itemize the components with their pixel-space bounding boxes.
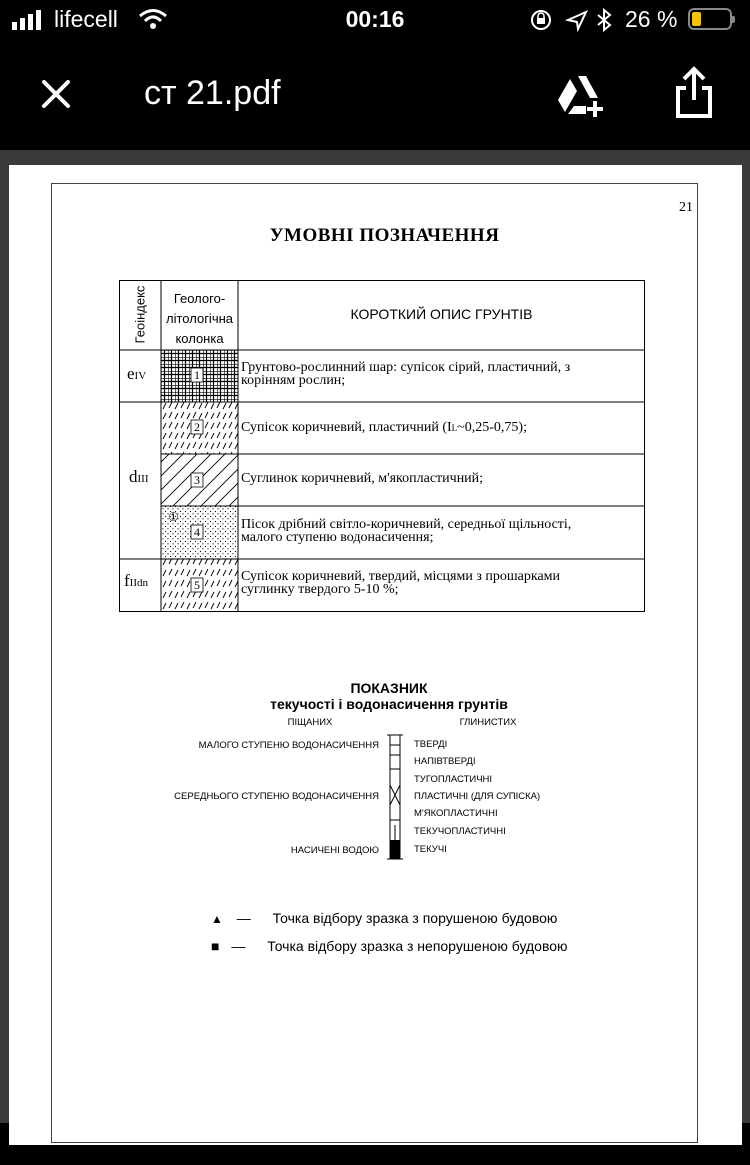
geoindex-sub: III (137, 473, 149, 485)
geoindex-main: e (127, 364, 135, 383)
document-title: ст 21.pdf (144, 74, 281, 112)
header-description: КОРОТКИЙ ОПИС ГРУНТІВ (350, 306, 533, 322)
share-icon (672, 66, 716, 120)
right-label-fluid-plastic: ТЕКУЧОПЛАСТИЧНІ (414, 826, 506, 837)
description-line: корінням рослин; (241, 373, 346, 388)
legend-text: Точка відбору зразка з порушеною будовою (272, 910, 558, 926)
page-heading: УМОВНІ ПОЗНАЧЕННЯ (269, 225, 500, 246)
description-line: Грунтово-рослинний шар: супісок сірий, пластичний, з (241, 360, 571, 375)
rotation-lock-icon (532, 11, 550, 29)
header-geoindex: Геоіндекс (132, 285, 148, 344)
add-to-drive-icon (556, 70, 606, 120)
right-label-solid: ТВЕРДІ (414, 739, 448, 750)
legend-text: Точка відбору зразка з непорушеною будовою (267, 938, 568, 954)
left-label-medium-saturation: СЕРЕДНЬОГО СТУПЕНЮ ВОДОНАСИЧЕННЯ (174, 791, 379, 802)
close-button[interactable] (36, 74, 76, 114)
description-subscript: L (451, 423, 458, 433)
page-number: 21 (679, 200, 693, 215)
left-label-saturated: НАСИЧЕНІ ВОДОЮ (290, 845, 379, 856)
close-icon (36, 74, 76, 114)
add-to-drive-button[interactable] (556, 70, 606, 120)
header-lithology-line-1: Геолого- (173, 291, 226, 306)
indicator-title-line-1: ПОКАЗНИК (350, 680, 428, 696)
battery-fill (692, 12, 701, 26)
indicator-scale-bar (9, 165, 750, 1165)
indicator-left-header: ПІЩАНИХ (287, 717, 333, 728)
bluetooth-icon (598, 10, 610, 30)
sample-marker: ① (168, 510, 179, 524)
right-label-stiff-plastic: ТУГОПЛАСТИЧНІ (414, 774, 493, 785)
description-line: Супісок коричневий, пластичний (I (241, 420, 452, 435)
header-lithology-line-2: літологічна (166, 311, 233, 326)
layer-number-4: 4 (194, 525, 200, 539)
battery-icon (688, 8, 732, 30)
description-line: Пісок дрібний світло-коричневий, середньої щільності, (241, 517, 572, 532)
indicator-title-line-2: текучості і водонасичення грунтів (270, 696, 508, 712)
legend-dash: — (236, 910, 251, 926)
layer-number-2: 2 (194, 420, 200, 434)
legend-dash: — (231, 938, 246, 954)
sample-legend-row (211, 938, 568, 954)
right-label-semi-solid: НАПІВТВЕРДІ (414, 756, 476, 767)
right-label-soft-plastic: М'ЯКОПЛАСТИЧНІ (414, 808, 498, 819)
left-label-low-saturation: МАЛОГО СТУПЕНЮ ВОДОНАСИЧЕННЯ (198, 740, 379, 751)
triangle-marker-icon: ▲ (211, 912, 223, 926)
geoindex-main: f (124, 571, 130, 590)
layer-number-1: 1 (194, 368, 200, 382)
share-button[interactable] (672, 66, 716, 120)
layer-number-3: 3 (194, 473, 200, 487)
description-line: Супісок коричневий, твердий, місцями з прошарками (241, 569, 561, 584)
geoindex-sub: IV (134, 370, 147, 382)
right-label-plastic: ПЛАСТИЧНІ (ДЛЯ СУПІСКА) (414, 791, 541, 802)
clock: 00:16 (345, 6, 405, 32)
status-icons (530, 8, 620, 32)
location-arrow-icon (568, 12, 586, 29)
pdf-page (9, 165, 742, 1145)
status-bar (0, 0, 750, 40)
geoindex-main: d (129, 467, 138, 486)
right-label-fluid: ТЕКУЧІ (414, 844, 447, 855)
header-lithology-line-3: колонка (175, 331, 224, 346)
description-line: малого ступеню водонасичення; (241, 530, 434, 545)
battery-percent: 26 % (625, 6, 678, 32)
viewer-toolbar (0, 40, 750, 150)
indicator-right-header: ГЛИНИСТИХ (459, 717, 517, 728)
geoindex-sub: IIdn (129, 577, 148, 589)
pdf-viewer[interactable] (0, 150, 750, 1123)
layer-number-5: 5 (194, 578, 200, 592)
carrier-name: lifecell (54, 6, 118, 32)
description-line: Суглинок коричневий, м'якопластичний; (241, 471, 484, 486)
description-line: суглинку твердого 5-10 %; (241, 582, 399, 597)
square-marker-icon: ■ (211, 938, 220, 954)
sample-legend-row (211, 910, 557, 926)
description-line-tail: ~0,25-0,75); (457, 420, 527, 435)
